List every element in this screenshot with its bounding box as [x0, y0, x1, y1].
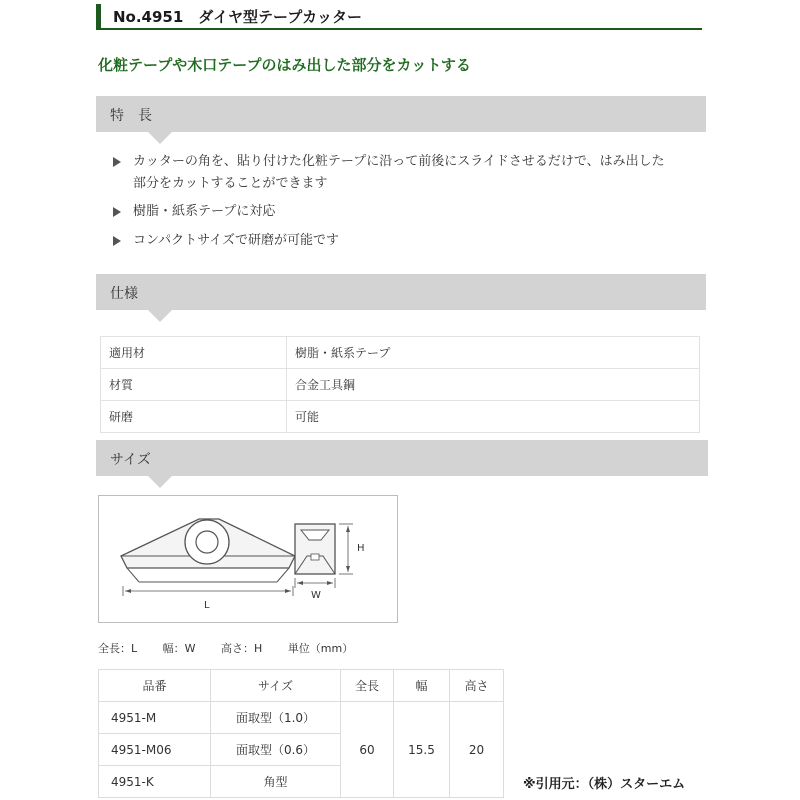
spec-heading: 仕様 [110, 286, 138, 302]
features-section-header [96, 96, 706, 132]
legend-height: 高さ：H [221, 642, 263, 655]
product-size: 面取型（0.6） [211, 734, 341, 766]
feature-text: コンパクトサイズで研磨が可能です [133, 233, 340, 248]
feature-text: カッターの角を、貼り付けた化粧テープに沿って前後にスライドさせるだけで、はみ出した [133, 154, 665, 169]
bullet-triangle-icon [113, 207, 121, 217]
length-value: 60 [341, 702, 394, 798]
header-height: 高さ [450, 670, 504, 702]
bullet-triangle-icon [113, 236, 121, 246]
header-width: 幅 [394, 670, 450, 702]
spec-section-header [96, 274, 706, 310]
page-title: No.4951 ダイヤ型テープカッター [113, 8, 362, 26]
width-value: 15.5 [394, 702, 450, 798]
legend-unit: 単位（mm） [287, 642, 354, 655]
dimension-label-h: H [357, 543, 365, 554]
dimension-label-w: W [311, 590, 321, 601]
spec-value: 樹脂・紙系テープ [287, 337, 700, 369]
table-row [101, 369, 700, 401]
size-legend [98, 640, 375, 656]
table-header-row [99, 670, 504, 702]
header-length: 全長 [341, 670, 394, 702]
legend-length: 全長：L [98, 642, 138, 655]
features-heading: 特 長 [110, 108, 152, 124]
dimension-diagram [98, 495, 398, 623]
height-value: 20 [450, 702, 504, 798]
spec-key: 材質 [101, 369, 287, 401]
bullet-triangle-icon [113, 157, 121, 167]
dimension-label-l: L [204, 600, 210, 611]
product-code: 4951-M [99, 702, 211, 734]
cutter-drawing-icon [99, 496, 397, 622]
spec-value: 合金工具鋼 [287, 369, 700, 401]
product-size: 角型 [211, 766, 341, 798]
product-code: 4951-K [99, 766, 211, 798]
product-code: 4951-M06 [99, 734, 211, 766]
product-size: 面取型（1.0） [211, 702, 341, 734]
spec-value: 可能 [287, 401, 700, 433]
product-subtitle: 化粧テープや木口テープのはみ出した部分をカットする [98, 56, 471, 74]
table-row [101, 401, 700, 433]
spec-key: 研磨 [101, 401, 287, 433]
spec-table [100, 336, 700, 433]
page-title-bar [96, 4, 702, 30]
feature-item-1 [113, 151, 665, 195]
table-row [101, 337, 700, 369]
section-notch [148, 476, 172, 488]
section-notch [148, 132, 172, 144]
table-row [99, 702, 504, 734]
size-table [98, 669, 504, 798]
header-size: サイズ [211, 670, 341, 702]
feature-item-2 [113, 201, 275, 223]
feature-text-continued: 部分をカットすることができます [133, 176, 328, 191]
feature-text: 樹脂・紙系テープに対応 [133, 204, 276, 219]
legend-width: 幅：W [162, 642, 196, 655]
feature-item-3 [113, 230, 339, 252]
header-code: 品番 [99, 670, 211, 702]
source-credit: ※引用元：（株）スターエム [523, 777, 686, 792]
size-heading: サイズ [110, 452, 151, 468]
spec-key: 適用材 [101, 337, 287, 369]
section-notch [148, 310, 172, 322]
size-section-header [96, 440, 708, 476]
